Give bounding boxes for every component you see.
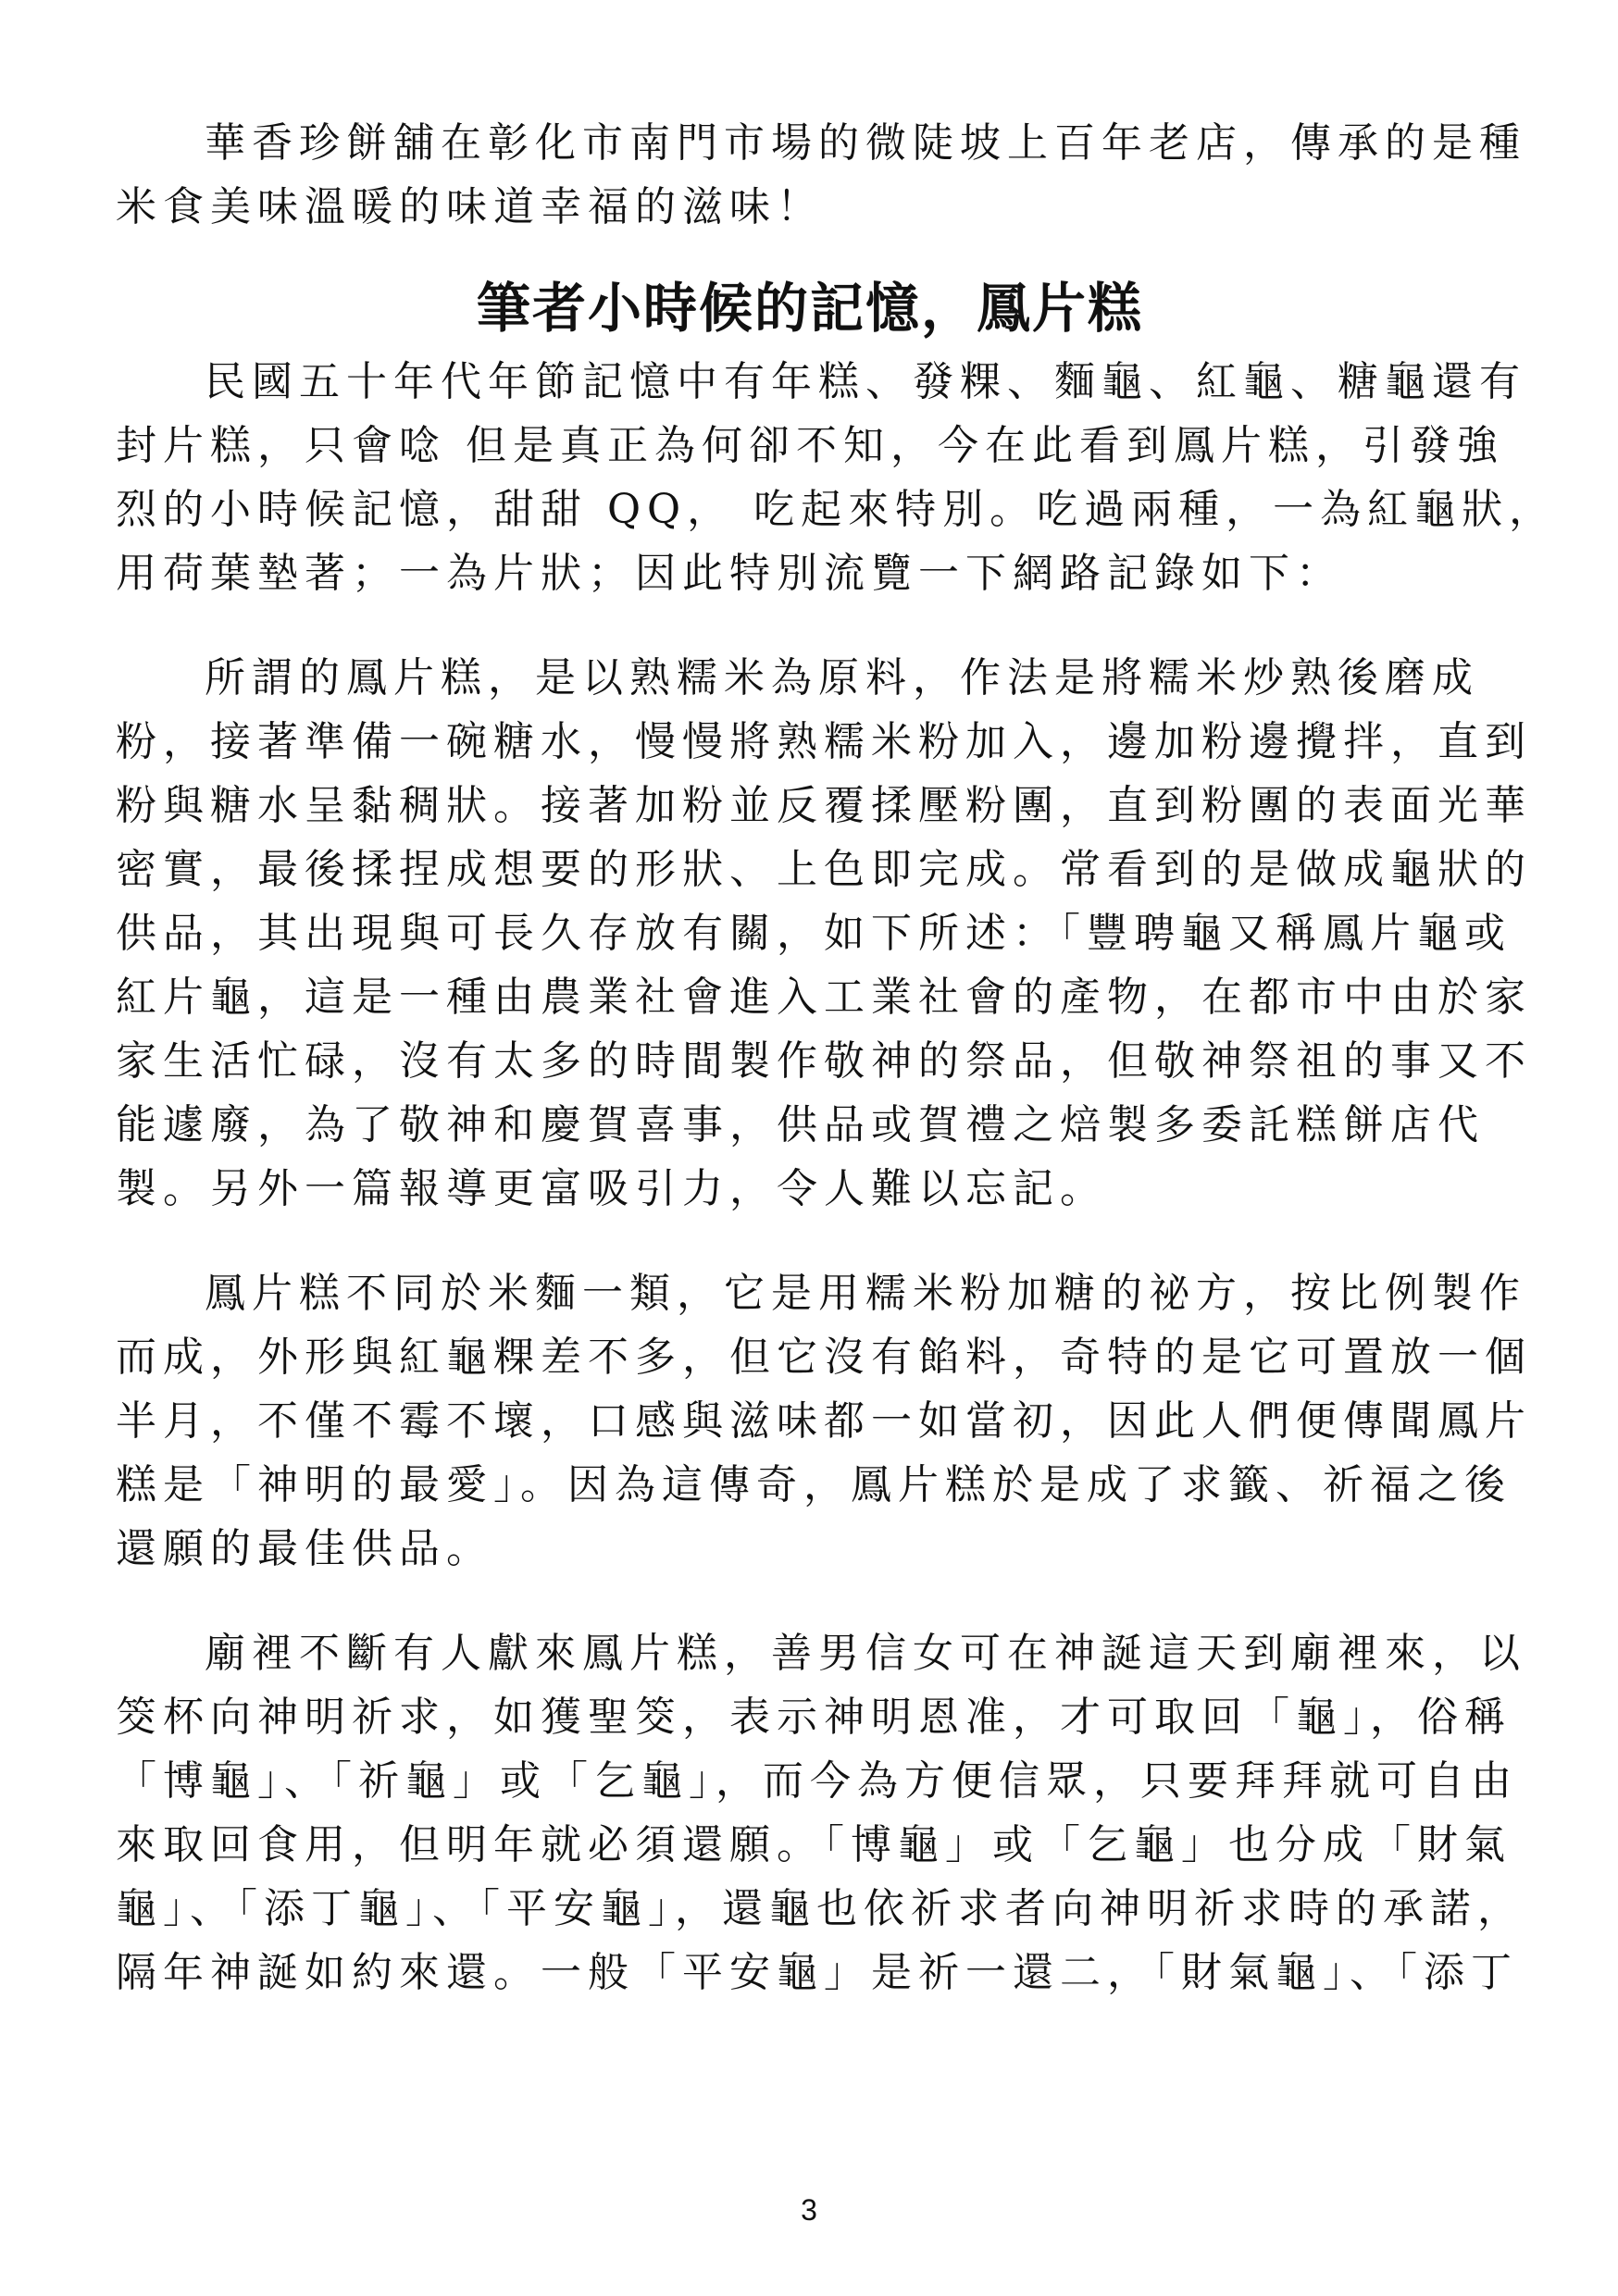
text-line: 家生活忙碌，沒有太多的時間製作敬神的祭品，但敬神祭祖的事又不: [116, 1037, 1532, 1085]
text-line: 隔年神誕如約來還。一般「平安龜」是祈一還二，「財氣龜」、「添丁: [116, 1949, 1518, 1996]
paragraph-definition: [116, 646, 1532, 1221]
paragraph-gap: [116, 1221, 1504, 1261]
paragraph-gap: [116, 605, 1504, 646]
page-number: 3: [801, 2193, 817, 2227]
text-line: 米食美味溫暖的味道幸福的滋味！: [116, 183, 824, 230]
text-line: 來取回食用，但明年就必須還願。「博龜」或「乞龜」也分成「財氣: [116, 1821, 1512, 1868]
text-line: 製。另外一篇報導更富吸引力，令人難以忘記。: [116, 1165, 1107, 1212]
text-line: 封片糕，只會唸 但是真正為何卻不知，今在此看到鳳片糕，引發強: [116, 422, 1504, 469]
text-line: 能遽廢，為了敬神和慶賀喜事，供品或賀禮之焙製多委託糕餅店代: [116, 1101, 1485, 1148]
text-line: 用荷葉墊著；一為片狀；因此特別流覽一下網路記錄如下：: [116, 550, 1343, 597]
text-line: 民國五十年代年節記憶中有年糕、發粿、麵龜、紅龜、糖龜還有: [205, 358, 1526, 405]
text-line: 華香珍餅舖在彰化市南門市場的微陡坡上百年老店，傳承的是種: [205, 119, 1526, 167]
text-line: 供品，其出現與可長久存放有關，如下所述：「豐聘龜又稱鳳片龜或: [116, 910, 1512, 957]
document-page: [116, 111, 1557, 2004]
text-line: 還願的最佳供品。: [116, 1525, 493, 1572]
text-line: 鳳片糕不同於米麵一類，它是用糯米粉加糖的祕方，按比例製作: [205, 1270, 1526, 1317]
text-line: 筊杯向神明祈求，如獲聖筊，表示神明恩准，才可取回「龜」，俗稱: [116, 1694, 1512, 1741]
text-line: 龜」、「添丁龜」、「平安龜」，還龜也依祈求者向神明祈求時的承諾，: [116, 1885, 1525, 1932]
text-line: 「博龜」、「祈龜」或「乞龜」，而今為方便信眾，只要拜拜就可自由: [116, 1757, 1518, 1805]
text-line: 所謂的鳳片糕，是以熟糯米為原料，作法是將糯米炒熟後磨成: [205, 654, 1479, 701]
text-line: 糕是「神明的最愛」。因為這傳奇，鳳片糕於是成了求籤、祈福之後: [116, 1461, 1512, 1508]
text-line: 廟裡不斷有人獻來鳳片糕，善男信女可在神誕這天到廟裡來，以: [205, 1630, 1526, 1677]
paragraph-temple-custom: [116, 1621, 1526, 2004]
text-line: 紅片龜，這是一種由農業社會進入工業社會的產物，在都市中由於家: [116, 974, 1532, 1021]
text-line: 半月，不僅不霉不壞，口感與滋味都一如當初，因此人們便傳聞鳳片: [116, 1397, 1532, 1445]
paragraph-childhood-memory: [116, 350, 1557, 605]
text-line: 烈的小時候記憶，甜甜 QQ， 吃起來特別。吃過兩種，一為紅龜狀，: [116, 486, 1557, 533]
section-title: 筆者小時候的記憶，鳳片糕: [476, 277, 1143, 340]
text-line: 粉與糖水呈黏稠狀。接著加粉並反覆揉壓粉團，直到粉團的表面光華: [116, 782, 1532, 829]
paragraph-legend: [116, 1261, 1532, 1581]
intro-paragraph: [116, 111, 1526, 239]
text-line: 粉，接著準備一碗糖水，慢慢將熟糯米粉加入，邊加粉邊攪拌，直到: [116, 718, 1532, 765]
text-line: 而成，外形與紅龜粿差不多，但它沒有餡料，奇特的是它可置放一個: [116, 1334, 1532, 1381]
text-line: 密實，最後揉捏成想要的形狀、上色即完成。常看到的是做成龜狀的: [116, 846, 1532, 893]
paragraph-gap: [116, 1581, 1504, 1621]
